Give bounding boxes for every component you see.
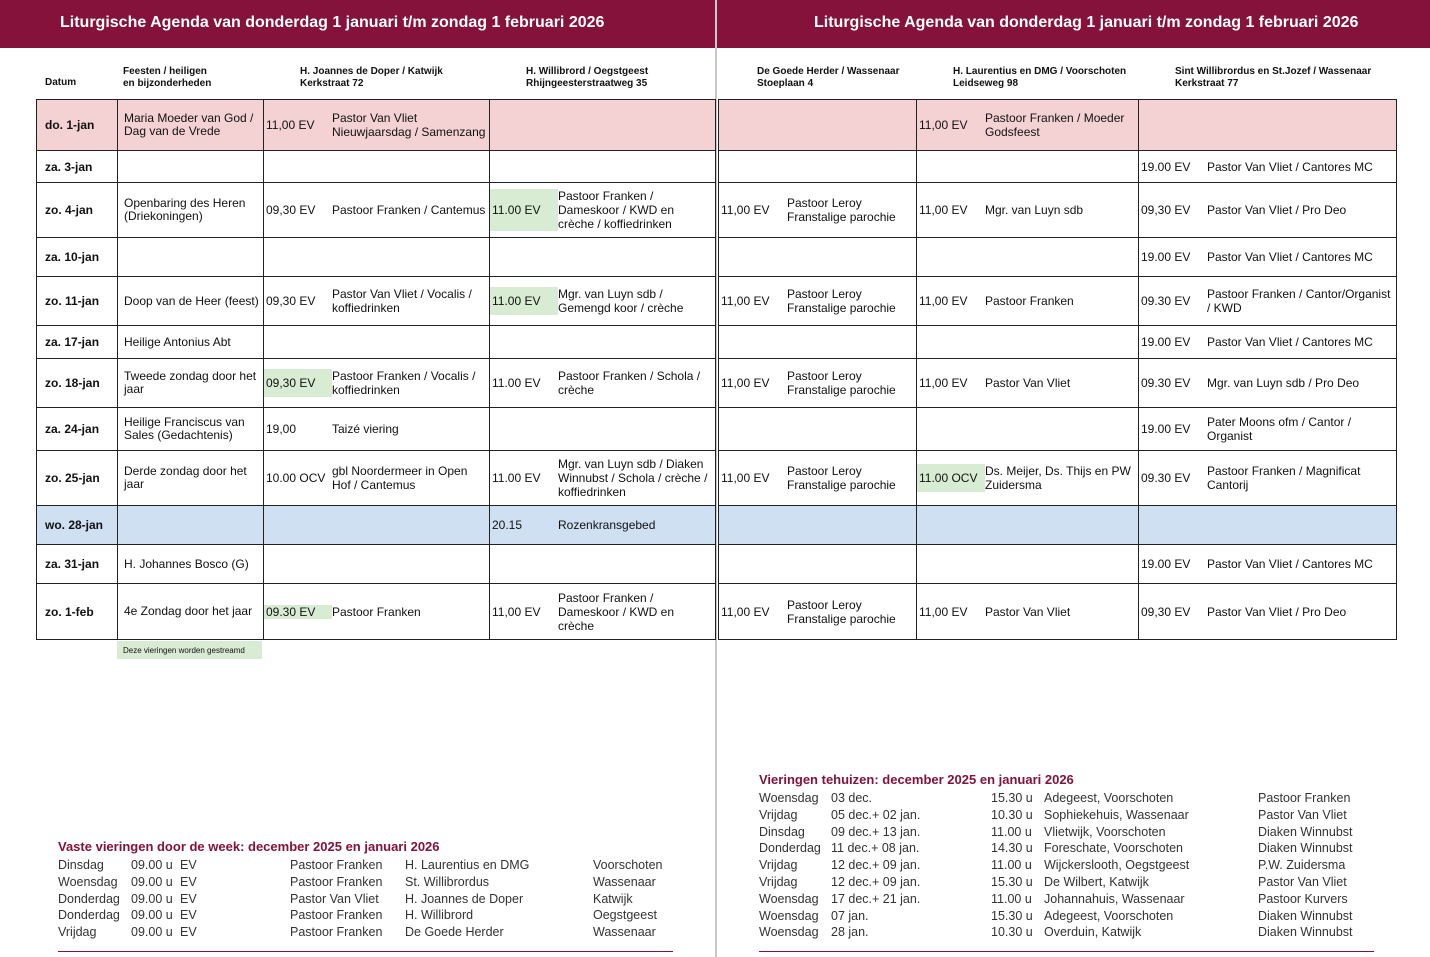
goedeherder-cell [719, 408, 917, 451]
laurentius-cell [917, 100, 1139, 151]
header-feesten: Feesten / heiligen en bijzonderheden [123, 66, 212, 89]
homes-day: Woensdag [759, 891, 819, 906]
header-katwijk: H. Joannes de Doper / Katwijk Kerkstraat 72 [300, 66, 443, 89]
goedeherder-cell [719, 584, 917, 640]
katwijk-time: 09,30 EV [264, 369, 332, 397]
goedeherder-time: 11,00 EV [721, 604, 770, 619]
homes-time: 10.30 u [991, 807, 1033, 822]
header-willibrordus: Sint Willibrordus en St.Jozef / Wassenaar Kerkstraat 77 [1175, 66, 1372, 89]
katwijk-info: Pastor Van Vliet Nieuwjaarsdag / Samenzang [332, 111, 486, 139]
weekly-type: EV [180, 891, 197, 906]
weekly-place: Voorschoten [593, 858, 663, 872]
willibrordus-info: Pastoor Franken / Cantor/Organist / KWD [1207, 287, 1391, 315]
homes-person: Diaken Winnubst [1258, 908, 1353, 923]
katwijk-cell [264, 326, 490, 359]
oegstgeest-cell [490, 100, 716, 151]
oegstgeest-cell [490, 359, 716, 408]
feest-cell: Openbaring des Heren (Driekoningen) [118, 183, 264, 238]
list-item [759, 925, 1374, 942]
oegstgeest-cell [490, 238, 716, 277]
agenda-table-right [718, 99, 1397, 640]
homes-day: Dinsdag [759, 824, 805, 839]
laurentius-info: Pastoor Franken / Moeder Godsfeest [985, 111, 1125, 139]
homes-time: 15.30 u [991, 908, 1033, 923]
streamed-legend: Deze vieringen worden gestreamd [117, 641, 262, 659]
homes-time: 10.30 u [991, 925, 1033, 940]
weekly-day: Donderdag [58, 908, 120, 923]
weekly-time: 09.00 u [131, 908, 173, 923]
oegstgeest-cell [490, 183, 716, 238]
weekly-type: EV [180, 858, 197, 872]
list-item [759, 808, 1374, 825]
homes-date: 28 jan. [831, 925, 869, 940]
homes-place: Foreschate, Voorschoten [1044, 841, 1183, 856]
weekly-pastor: Pastoor Franken [290, 858, 383, 872]
homes-person: Diaken Winnubst [1258, 925, 1353, 940]
goedeherder-time: 11,00 EV [721, 376, 770, 390]
weekly-church: De Goede Herder [405, 925, 504, 940]
list-item [759, 858, 1374, 875]
homes-person: Pastoor Kurvers [1258, 891, 1348, 906]
katwijk-time: 19,00 [266, 422, 297, 436]
homes-list [759, 791, 1374, 942]
list-item [759, 841, 1374, 858]
katwijk-cell [264, 545, 490, 584]
willibrordus-cell [1139, 506, 1397, 545]
willibrordus-info: Pastor Van Vliet / Cantores MC [1207, 159, 1373, 174]
agenda-row [37, 183, 716, 238]
goedeherder-info: Pastoor Leroy Franstalige parochie [787, 196, 896, 224]
katwijk-cell [264, 584, 490, 640]
homes-date: 12 dec.+ 09 jan. [831, 874, 921, 889]
weekly-church: H. Laurentius en DMG [405, 858, 530, 872]
willibrordus-cell [1139, 183, 1397, 238]
goedeherder-cell [719, 359, 917, 408]
weekly-title: Vaste vieringen door de week: december 2025 en januari 2026 [58, 839, 440, 854]
agenda-row [37, 151, 716, 183]
left-banner-rule [0, 46, 715, 48]
laurentius-cell [917, 359, 1139, 408]
feest-cell: 4e Zondag door het jaar [118, 584, 264, 640]
homes-date: 17 dec.+ 21 jan. [831, 891, 921, 906]
homes-person: Diaken Winnubst [1258, 824, 1353, 839]
homes-person: Diaken Winnubst [1258, 841, 1353, 856]
feest-cell: Tweede zondag door het jaar [118, 359, 264, 408]
weekly-type: EV [180, 874, 197, 889]
date-cell: zo. 1-feb [37, 584, 118, 640]
homes-time: 11.00 u [991, 891, 1032, 906]
header-oegstgeest: H. Willibrord / Oegstgeest Rhijngeesterstraatweg 35 [526, 66, 649, 89]
homes-date: 05 dec.+ 02 jan. [831, 807, 921, 822]
laurentius-time: 11.00 OCV [917, 464, 985, 492]
homes-time: 15.30 u [991, 791, 1033, 805]
laurentius-time: 11,00 EV [919, 294, 968, 308]
feest-cell [118, 238, 264, 277]
oegstgeest-cell [490, 408, 716, 451]
feest-cell: H. Johannes Bosco (G) [118, 545, 264, 584]
agenda-row [37, 277, 716, 326]
willibrordus-time: 19.00 EV [1141, 335, 1191, 349]
homes-date: 07 jan. [831, 908, 869, 923]
laurentius-info: Pastoor Franken [985, 294, 1074, 308]
agenda-table-left [36, 99, 716, 640]
list-item [759, 875, 1374, 892]
laurentius-cell [917, 506, 1139, 545]
goedeherder-time: 11,00 EV [721, 203, 770, 217]
oegstgeest-cell [490, 277, 716, 326]
laurentius-time: 11,00 EV [919, 376, 968, 390]
date-cell: zo. 18-jan [37, 359, 118, 408]
willibrordus-time: 09,30 EV [1141, 203, 1191, 217]
willibrordus-info: Pastor Van Vliet / Pro Deo [1207, 203, 1347, 217]
willibrordus-info: Pastor Van Vliet / Cantores MC [1207, 557, 1373, 571]
willibrordus-info: Pastoor Franken / Magnificat Cantorij [1207, 464, 1361, 492]
goedeherder-time: 11,00 EV [721, 294, 770, 308]
homes-place: Wijckerslooth, Oegstgeest [1044, 858, 1190, 873]
agenda-row [719, 545, 1397, 584]
weekly-time: 09.00 u [131, 925, 173, 940]
willibrordus-info: Pastor Van Vliet / Pro Deo [1207, 604, 1347, 619]
weekly-place: Wassenaar [593, 874, 656, 889]
goedeherder-info: Pastoor Leroy Franstalige parochie [787, 597, 896, 626]
laurentius-cell [917, 238, 1139, 277]
list-item [759, 892, 1374, 909]
goedeherder-cell [719, 506, 917, 545]
laurentius-info: Mgr. van Luyn sdb [985, 203, 1084, 217]
feest-cell [118, 151, 264, 183]
date-cell: za. 31-jan [37, 545, 118, 584]
agenda-row [37, 100, 716, 151]
agenda-row [719, 277, 1397, 326]
willibrordus-time: 09,30 EV [1141, 604, 1191, 619]
homes-time: 11.00 u [991, 824, 1032, 839]
katwijk-cell [264, 451, 490, 506]
oegstgeest-info: Pastoor Franken / Schola / crèche [558, 369, 701, 397]
weekly-time: 09.00 u [131, 858, 173, 872]
weekly-day: Donderdag [58, 891, 120, 906]
list-item [759, 825, 1374, 842]
homes-time: 15.30 u [991, 874, 1033, 889]
feest-cell [118, 506, 264, 545]
homes-place: Johannahuis, Wassenaar [1044, 891, 1185, 906]
date-cell: do. 1-jan [37, 100, 118, 151]
homes-day: Vrijdag [759, 858, 798, 873]
date-cell: zo. 4-jan [37, 183, 118, 238]
homes-date: 12 dec.+ 09 jan. [831, 858, 921, 873]
weekly-place: Oegstgeest [593, 908, 657, 923]
willibrordus-cell [1139, 238, 1397, 277]
willibrordus-time: 09.30 EV [1141, 471, 1191, 485]
willibrordus-cell [1139, 100, 1397, 151]
laurentius-info: Pastor Van Vliet [985, 604, 1071, 619]
katwijk-time: 10.00 OCV [266, 471, 326, 485]
willibrordus-cell [1139, 277, 1397, 326]
feest-cell: Heilige Franciscus van Sales (Gedachtenis) [118, 408, 264, 451]
weekly-rule [58, 951, 673, 952]
weekly-pastor: Pastoor Franken [290, 908, 383, 923]
willibrordus-cell [1139, 408, 1397, 451]
feest-cell: Doop van de Heer (feest) [118, 277, 264, 326]
oegstgeest-info: Mgr. van Luyn sdb / Gemengd koor / crèche [558, 287, 684, 315]
katwijk-cell [264, 359, 490, 408]
date-cell: wo. 28-jan [37, 506, 118, 545]
willibrordus-cell [1139, 326, 1397, 359]
homes-day: Woensdag [759, 791, 819, 805]
homes-place: Adegeest, Voorschoten [1044, 791, 1174, 805]
weekly-place: Wassenaar [593, 925, 656, 940]
weekly-type: EV [180, 925, 197, 940]
agenda-row [37, 506, 716, 545]
katwijk-info: Taizé viering [332, 422, 399, 436]
oegstgeest-time: 11.00 EV [492, 471, 541, 485]
date-cell: za. 10-jan [37, 238, 118, 277]
katwijk-time: 09,30 EV [266, 294, 316, 308]
homes-person: Pastoor Franken [1258, 791, 1351, 805]
laurentius-cell [917, 277, 1139, 326]
right-banner [717, 0, 1430, 46]
list-item [58, 908, 673, 925]
agenda-row [719, 238, 1397, 277]
willibrordus-cell [1139, 451, 1397, 506]
katwijk-cell [264, 277, 490, 326]
goedeherder-cell [719, 100, 917, 151]
willibrordus-time: 19.00 EV [1141, 159, 1191, 174]
date-cell: za. 3-jan [37, 151, 118, 183]
willibrordus-info: Mgr. van Luyn sdb / Pro Deo [1207, 376, 1360, 390]
katwijk-info: Pastor Van Vliet / Vocalis / koffiedrinken [332, 287, 472, 315]
weekly-list [58, 858, 673, 942]
agenda-row [719, 326, 1397, 359]
right-title: Liturgische Agenda van donderdag 1 januari t/m zondag 1 februari 2026 [814, 14, 1359, 31]
oegstgeest-info: Mgr. van Luyn sdb / Diaken Winnubst / Schola / crèche / koffiedrinken [558, 457, 708, 499]
homes-date: 11 dec.+ 08 jan. [831, 841, 920, 856]
left-title: Liturgische Agenda van donderdag 1 januari t/m zondag 1 februari 2026 [60, 14, 605, 31]
goedeherder-cell [719, 238, 917, 277]
laurentius-cell [917, 183, 1139, 238]
homes-person: Pastor Van Vliet [1258, 807, 1347, 822]
katwijk-info: gbl Noordermeer in Open Hof / Cantemus [332, 464, 468, 492]
weekly-church: H. Joannes de Doper [405, 891, 524, 906]
homes-person: Pastor Van Vliet [1258, 874, 1347, 889]
laurentius-info: Ds. Meijer, Ds. Thijs en PW Zuidersma [985, 464, 1131, 492]
goedeherder-info: Pastoor Leroy Franstalige parochie [787, 464, 896, 492]
date-cell: za. 17-jan [37, 326, 118, 359]
agenda-row [719, 584, 1397, 640]
list-item [759, 791, 1374, 808]
weekly-day: Vrijdag [58, 925, 97, 940]
weekly-time: 09.00 u [131, 891, 173, 906]
header-goedeherder: De Goede Herder / Wassenaar Stoeplaan 4 [757, 66, 900, 89]
date-cell: zo. 11-jan [37, 277, 118, 326]
willibrordus-cell [1139, 151, 1397, 183]
goedeherder-info: Pastoor Leroy Franstalige parochie [787, 287, 896, 315]
oegstgeest-time: 11.00 EV [492, 376, 541, 390]
willibrordus-info: Pastor Van Vliet / Cantores MC [1207, 335, 1373, 349]
weekly-pastor: Pastor Van Vliet [290, 891, 379, 906]
weekly-church: H. Willibrord [405, 908, 474, 923]
katwijk-cell [264, 183, 490, 238]
homes-time: 14.30 u [991, 841, 1033, 856]
homes-day: Woensdag [759, 908, 819, 923]
katwijk-time: 09.30 EV [264, 605, 332, 619]
homes-day: Donderdag [759, 841, 821, 856]
katwijk-cell [264, 238, 490, 277]
willibrordus-time: 09.30 EV [1141, 376, 1191, 390]
oegstgeest-cell [490, 326, 716, 359]
homes-date: 09 dec.+ 13 jan. [831, 824, 921, 839]
agenda-row [37, 359, 716, 408]
feest-cell: Derde zondag door het jaar [118, 451, 264, 506]
oegstgeest-cell [490, 545, 716, 584]
date-cell: zo. 25-jan [37, 451, 118, 506]
goedeherder-cell [719, 277, 917, 326]
katwijk-info: Pastoor Franken [332, 604, 421, 619]
weekly-pastor: Pastoor Franken [290, 925, 383, 940]
oegstgeest-cell [490, 584, 716, 640]
weekly-day: Woensdag [58, 874, 118, 889]
agenda-row [719, 359, 1397, 408]
willibrordus-time: 09.30 EV [1141, 294, 1191, 308]
oegstgeest-info: Rozenkransgebed [558, 518, 656, 532]
homes-day: Vrijdag [759, 874, 798, 889]
homes-place: Sophiekehuis, Wassenaar [1044, 807, 1189, 822]
left-banner [0, 0, 715, 46]
laurentius-time: 11,00 EV [919, 118, 968, 132]
list-item [58, 892, 673, 909]
list-item [58, 875, 673, 892]
homes-place: Vlietwijk, Voorschoten [1044, 824, 1166, 839]
list-item [759, 909, 1374, 926]
list-item [58, 858, 673, 875]
goedeherder-time: 11,00 EV [721, 471, 770, 485]
willibrordus-info: Pater Moons ofm / Cantor / Organist [1207, 415, 1352, 443]
willibrordus-cell [1139, 545, 1397, 584]
oegstgeest-cell [490, 506, 716, 545]
katwijk-info: Pastoor Franken / Cantemus [332, 203, 486, 217]
agenda-row [37, 408, 716, 451]
katwijk-time: 11,00 EV [266, 118, 315, 132]
willibrordus-info: Pastor Van Vliet / Cantores MC [1207, 250, 1373, 264]
agenda-row [719, 506, 1397, 545]
feest-cell: Maria Moeder van God / Dag van de Vrede [118, 100, 264, 151]
weekly-day: Dinsdag [58, 858, 104, 872]
agenda-row [719, 183, 1397, 238]
homes-rule [759, 951, 1374, 952]
laurentius-cell [917, 451, 1139, 506]
laurentius-time: 11,00 EV [919, 604, 968, 619]
weekly-church: St. Willibrordus [405, 874, 490, 889]
oegstgeest-cell [490, 151, 716, 183]
katwijk-time: 09,30 EV [266, 203, 316, 217]
laurentius-cell [917, 408, 1139, 451]
agenda-row [37, 326, 716, 359]
agenda-row [37, 545, 716, 584]
homes-place: Adegeest, Voorschoten [1044, 908, 1174, 923]
agenda-row [37, 238, 716, 277]
header-laurentius: H. Laurentius en DMG / Voorschoten Leidseweg 98 [953, 66, 1127, 89]
katwijk-info: Pastoor Franken / Vocalis / koffiedrinken [332, 369, 476, 397]
oegstgeest-time: 11,00 EV [492, 604, 541, 619]
right-banner-rule [717, 46, 1430, 48]
laurentius-time: 11,00 EV [919, 203, 968, 217]
laurentius-cell [917, 545, 1139, 584]
agenda-row [719, 100, 1397, 151]
oegstgeest-info: Pastoor Franken / Dameskoor / KWD en crèche / koffiedrinken [558, 189, 675, 231]
oegstgeest-time: 11.00 EV [490, 189, 558, 231]
goedeherder-cell [719, 183, 917, 238]
willibrordus-cell [1139, 584, 1397, 640]
agenda-row [719, 408, 1397, 451]
willibrordus-time: 19.00 EV [1141, 557, 1191, 571]
goedeherder-info: Pastoor Leroy Franstalige parochie [787, 369, 896, 397]
header-datum: Datum [45, 77, 77, 88]
homes-person: P.W. Zuidersma [1258, 858, 1346, 873]
feest-cell: Heilige Antonius Abt [118, 326, 264, 359]
katwijk-cell [264, 408, 490, 451]
oegstgeest-time: 20.15 [492, 518, 523, 532]
agenda-row [719, 451, 1397, 506]
weekly-type: EV [180, 908, 197, 923]
goedeherder-cell [719, 326, 917, 359]
homes-day: Woensdag [759, 925, 819, 940]
list-item [58, 925, 673, 942]
goedeherder-cell [719, 545, 917, 584]
weekly-pastor: Pastoor Franken [290, 874, 383, 889]
homes-date: 03 dec. [831, 791, 873, 805]
katwijk-cell [264, 506, 490, 545]
laurentius-cell [917, 151, 1139, 183]
agenda-row [37, 451, 716, 506]
homes-title: Vieringen tehuizen: december 2025 en januari 2026 [759, 772, 1074, 787]
laurentius-cell [917, 326, 1139, 359]
oegstgeest-cell [490, 451, 716, 506]
katwijk-cell [264, 151, 490, 183]
goedeherder-cell [719, 451, 917, 506]
homes-place: Overduin, Katwijk [1044, 925, 1142, 940]
agenda-row [719, 151, 1397, 183]
oegstgeest-time: 11.00 EV [490, 287, 558, 315]
weekly-place: Katwijk [593, 891, 633, 906]
date-cell: za. 24-jan [37, 408, 118, 451]
katwijk-cell [264, 100, 490, 151]
oegstgeest-info: Pastoor Franken / Dameskoor / KWD en crèche [558, 590, 675, 633]
homes-time: 11.00 u [991, 858, 1032, 873]
laurentius-cell [917, 584, 1139, 640]
willibrordus-time: 19.00 EV [1141, 250, 1191, 264]
willibrordus-cell [1139, 359, 1397, 408]
homes-place: De Wilbert, Katwijk [1044, 874, 1149, 889]
agenda-row [37, 584, 716, 640]
laurentius-info: Pastor Van Vliet [985, 376, 1071, 390]
weekly-time: 09.00 u [131, 874, 173, 889]
homes-day: Vrijdag [759, 807, 798, 822]
willibrordus-time: 19.00 EV [1141, 422, 1191, 436]
goedeherder-cell [719, 151, 917, 183]
